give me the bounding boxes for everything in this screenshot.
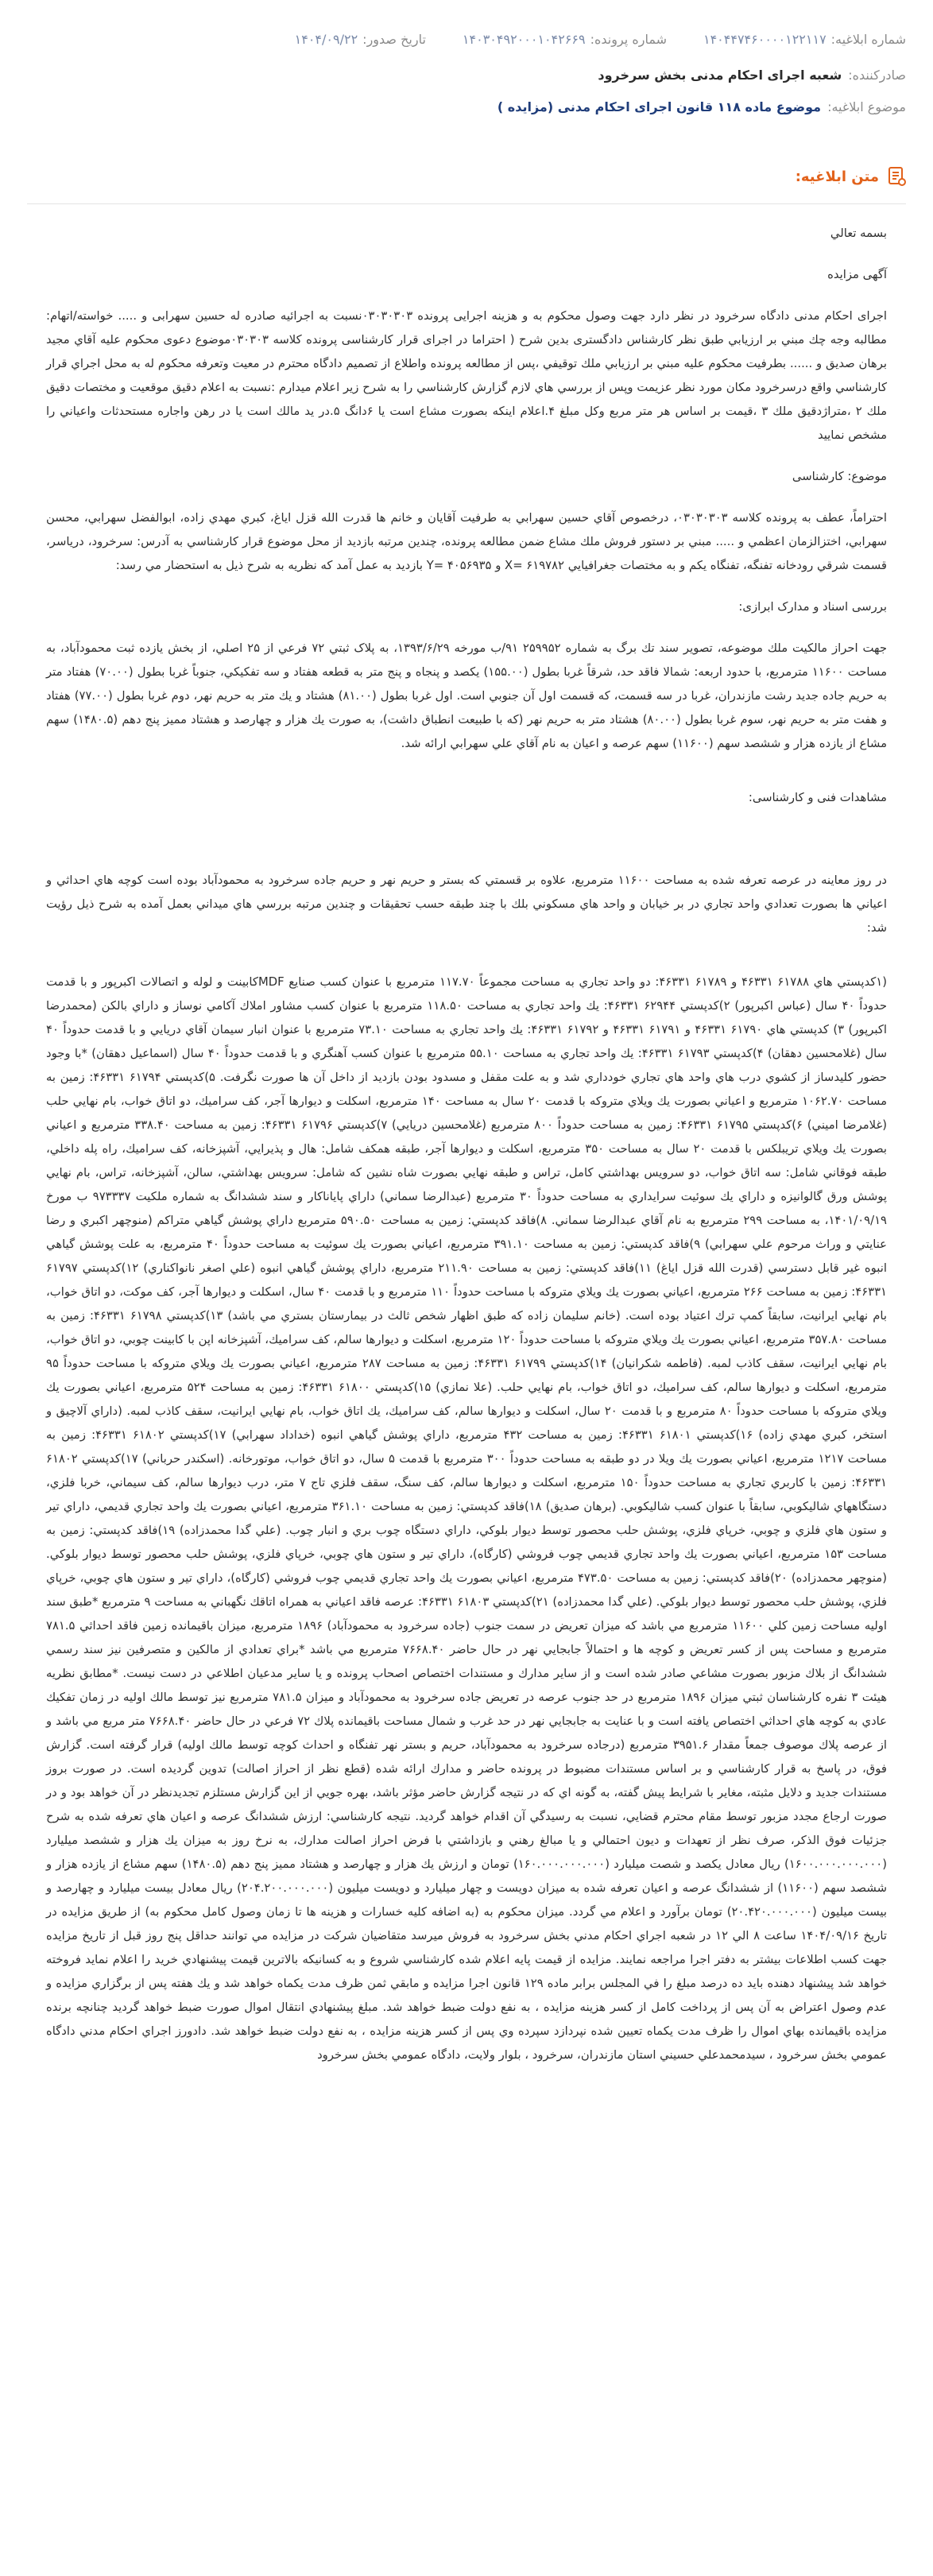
notice-heading: آگهی مزایده xyxy=(827,268,887,281)
notice-meta-row xyxy=(27,27,906,51)
paragraph-1: احتراماً، عطف به پرونده كلاسه ۰۳۰۳۰۳۰۳، درخصوص آقاي حسين سهرابي به طرفيت آقايان و خانم ها قدرت الله قزل اياغ، كبري مهدي زاده، ابوالفضل سهرابي، محسن سهرابي، اختزالزمان اعظمي و ..... مبني بر دستور فروش ملك مشاع ضمن مطالعه پرونده، چندين مرتبه بازديد از محل موضوع قرار كارشناسي به آدرس: سرخرود، درياسر، قسمت شرقي رودخانه تفنگه، تفنگاه يكم و به مختصات جغرافيايي ۶۱۹۷۸۲ =X و ۴۰۵۶۹۳۵ =Y بازديد به عمل آمد كه نظريه به شرح ذيل به استحضار مي رسد: xyxy=(46,511,887,572)
notice-text-header xyxy=(27,161,906,192)
notice-number-value: ۱۴۰۴۴۷۴۶۰۰۰۰۱۲۲۱۱۷ xyxy=(703,31,827,47)
issuer-label: صادرکننده: xyxy=(848,67,906,83)
notice-number-label: شماره ابلاغیه: xyxy=(830,31,906,47)
subject-value: موضوع ماده ۱۱۸ قانون اجرای احکام مدنی (مزایده ) xyxy=(497,99,822,114)
subject-line xyxy=(27,91,906,122)
subheading-observations: مشاهدات فنی و کارشناسی: xyxy=(748,791,887,804)
subject-label: موضوع ابلاغیه: xyxy=(827,99,906,114)
document-notice-icon xyxy=(887,166,906,187)
case-number-value: ۱۴۰۳۰۴۹۲۰۰۰۱۰۴۲۶۶۹ xyxy=(462,31,586,47)
issue-date xyxy=(295,32,426,47)
case-number xyxy=(463,32,667,47)
paragraph-4: (۱كدپستي هاي ۶۱۷۸۸ ۴۶۳۳۱ و ۶۱۷۸۹ ۴۶۳۳۱: دو واحد تجاري به مساحت مجموعاً ۱۱۷.۷۰ مترمربع با عنوان كسب صنايع MDFكابينت و لوله و اتصالات اكبرپور و با قدمت حدوداً ۴۰ سال (عباس اكبرپور) ۲)كدپستي ۶۲۹۴۴ ۴۶۳۳۱: يك واحد تجاري به مساحت ۱۱۸.۵۰ مترمربع با عنوان كسب مشاور املاك آكامي نوساز و داراي بالكن (محمدرضا اكبرپور) ۳) كدپستي هاي ۶۱۷۹۰ ۴۶۳۳۱ و ۶۱۷۹۱ ۴۶۳۳۱ و ۶۱۷۹۲ ۴۶۳۳۱: يك واحد تجاري به مساحت ۷۳.۱۰ مترمربع با عنوان انبار سيمان آقاي دريايي و با قدمت حدوداً ۴۰ سال (غلامحسين دهقان) ۴)كدپستي ۶۱۷۹۳ ۴۶۳۳۱: يك واحد تجاري به مساحت ۵۵.۱۰ مترمربع با عنوان كسب آهنگري و با قدمت حدوداً ۴۰ سال (اسماعيل دهقان) *با وجود حضور كليدساز از كشوي درب هاي واحد هاي تجاري خودداري شد و به علت مقفل و مسدود بودن بازديد از داخل آن ها صورت نگرفت. ۵)كدپستي ۶۱۷۹۴ ۴۶۳۳۱: زمين به مساحت ۱۰۶۲.۷۰ مترمربع و اعياني بصورت يك ويلاي متروكه با قدمت ۲۰ سال به مساحت ۱۴۰ مترمربع، اسكلت و ديوارها آجر، كف سراميك، دو اتاق خواب، بام نهايي حلب (غلامرضا اميني) ۶)كدپستي ۶۱۷۹۵ ۴۶۳۳۱: زمين به مساحت حدوداً ۸۰۰ مترمربع (غلامحسين دريايي) ۷)كدپستي ۶۱۷۹۶ ۴۶۳۳۱: زمين به مساحت ۳۳۸.۴۰ مترمربع و اعياني بصورت يك ويلاي تريبلكس با قدمت ۲۰ سال به مساحت ۳۵۰ مترمربع، اسكلت و ديوارها آجر، طبقه همكف شامل: هال و پذيرايي، آشپزخانه، كف سراميك، راه پله داخلي، طبقه فوقاني شامل: سه اتاق خواب، دو سرويس بهداشتي كامل، تراس و طبقه نهايي بصورت شاه نشين كه شامل: سرويس بهداشتي، سالن، آشپزخانه، تراس، بام نهايي پوشش ورق گالوانيزه و داراي يك سوئيت سرايداري به مساحت حدوداً ۳۰ مترمربع (عبدالرضا سماني) داراي پاياناكار و سند ششدانگ به شماره ملكيت ۹۷۳۳۳۷ ب مورخ ۱۴۰۱/۰۹/۱۹، به مساحت ۲۹۹ مترمربع به نام آقاي عبدالرضا سماني. ۸)فاقد كدپستي: زمين به مساحت ۵۹۰.۵۰ مترمربع داراي پوشش گياهي متراكم (منوچهر اكبري و رضا عنايتي و وراث مرحوم علي سهرابي) ۹)فاقد كدپستي: زمين به مساحت ۳۹۱.۱۰ مترمربع، اعياني بصورت يك سوئيت به مساحت حدوداً ۴۰ مترمربع، به علت پوشش گياهي انبوه غير قابل دسترسي (قدرت الله قزل اياغ) ۱۱)فاقد كدپستي: زمين به مساحت ۲۱۱.۹۰ مترمربع، داراي پوشش گياهي انبوه (علي اصغر نانواكناري) ۱۲)كدپستي ۶۱۷۹۷ ۴۶۳۳۱: زمين به مساحت ۲۶۶ مترمربع، اعياني بصورت يك ويلاي متروكه با مساحت حدوداً ۱۱۰ مترمربع و با قدمت ۴۰ سال، اسكلت و ديوارها آجر، كف موكت، دو اتاق خواب، بام نهايي ايرانيت، سابقاً كمپ ترك اعتياد بوده است. (خانم سليمان زاده كه طبق اظهار شخص ثالث در بيمارستان بستري مي باشد) ۱۳)كدپستي ۶۱۷۹۸ ۴۶۳۳۱: زمين به مساحت ۳۵۷.۸۰ مترمربع، اعياني بصورت يك ويلاي متروكه با مساحت حدوداً ۱۲۰ مترمربع، اسكلت و ديوارها سالم، كف سراميك، آشپزخانه اپن با كابينت چوبي، دو اتاق خواب، بام نهايي ايرانيت، سقف كاذب لمبه. (فاطمه شكرانيان) ۱۴)كدپستي ۶۱۷۹۹ ۴۶۳۳۱: زمين به مساحت ۲۸۷ مترمربع، اعياني بصورت يك ويلاي متروكه با مساحت حدوداً ۹۵ مترمربع، اسكلت و ديوارها سالم، كف سراميك، دو اتاق خواب، بام نهايي حلب. (علا نمازي) ۱۵)كدپستي ۶۱۸۰۰ ۴۶۳۳۱: زمين به مساحت ۵۲۴ مترمربع، اعياني بصورت يك ويلاي متروكه با مساحت حدوداً ۸۰ مترمربع و با قدمت ۲۰ سال، اسكلت و ديوارها سالم، كف سراميك، يك اتاق خواب، بام نهايي ايرانيت، سقف كاذب لمبه. (داراي آلاچيق و استخر، كبري مهدي زاده) ۱۶)كدپستي ۶۱۸۰۱ ۴۶۳۳۱: زمين به مساحت ۴۳۲ مترمربع، داراي پوشش گياهي انبوه (خداداد سهرابي) ۱۷)كدپستي ۶۱۸۰۲ ۴۶۳۳۱: زمين به مساحت ۱۲۱۷ مترمربع، اعياني بصورت يك ويلا در دو طبقه به مساحت حدوداً ۳۰۰ مترمربع با قدمت ۵ سال، دو اتاق خواب، موتورخانه. (اسكندر حرباني) ۱۷)كدپستي ۶۱۸۰۲ ۴۶۳۳۱: زمين با كاربري تجاري به مساحت حدوداً ۱۵۰ مترمربع، اسكلت و ديوارها سالم، كف سنگ، سقف فلزي تاج ۷ متر، درب ديوارها سالم، كف سيماني، خربا فلزي، دستگاههاي شاليكوبي، سابقاً با عنوان كسب شاليكوبي. (برهان صديق) ۱۸)فاقد كدپستي: زمين به مساحت ۳۶۱.۱۰ مترمربع، اعياني بصورت يك واحد تجاري قديمي، داراي تير و ستون هاي فلزي و چوبي، خرپاي فلزي، پوشش حلب محصور توسط ديوار بلوكي، داراي دستگاه چوب بري و انبار چوب. (علي گدا محمدزاده) ۱۹)فاقد كدپستي: زمين به مساحت ۱۵۳ مترمربع، اعياني بصورت يك واحد تجاري قديمي چوب فروشي (كارگاه)، داراي تير و ستون هاي چوبي، خرپاي فلزي، پوشش حلب محصور توسط ديوار بلوكي. (منوچهر محمدزاده) ۲۰)فاقد كدپستي: زمين به مساحت ۴۷۳.۵۰ مترمربع، اعياني بصورت يك واحد تجاري قديمي چوب فروشي (كارگاه)، داراي تير و ستون هاي چوبي، خرپاي فلزي، پوشش حلب محصور توسط ديوار بلوكي. (علي گدا محمدزاده) ۲۱)كدپستي ۶۱۸۰۳ ۴۶۳۳۱: عرصه فاقد اعياني به همراه اتاقك نگهباني به مساحت ۹ مترمربع *طبق سند اوليه مساحت زمين كلي ۱۱۶۰۰ مترمربع مي باشد كه ميزان تعريض در سمت جنوب (جاده سرخرود به محمودآباد) ۱۸۹۶ مترمربع، ميزان باقيمانده زمين فاقد احداثي ۷۸۱.۵ مترمربع و مساحت پس از كسر تعريض و كوچه ها و احتمالاً جابجايي نهر در حال حاضر ۷۶۶۸.۴۰ مترمربع مي باشد *براي تعدادي از مالكين و متصرفين نيز سند رسمي ششدانگ از بلاك مزبور بصورت مشاعي صادر شده است و از ساير مدارك و مستندات اختصاص اصحاب پرونده و يا ساير مدعيان اطلاعي در دست نيست. *مطابق نظريه هيئت ۳ نفره كارشناسان ثبتي ميزان ۱۸۹۶ مترمربع در حد جنوب عرصه در تعريض جاده سرخرود به محمودآباد و ميزان ۷۸۱.۵ مترمربع نيز توسط مالك اوليه در زمان تفكيك عادي به كوچه هاي احداثي اختصاص يافته است و با عنايت به جابجايي نهر در حد غرب و شمال مساحت باقيمانده پلاك ۷۲ فرعي در حال حاضر ۷۶۶۸.۴۰ متر مربع مي باشد و از عرصه پلاك موصوف جمعاً مقدار ۳۹۵۱.۶ مترمربع (درجاده سرخرود به محمودآباد، حريم و بستر نهر تفنگاه و احداث كوچه توسط مالك اوليه) قرار گرفته است. گزارش فوق، در پاسخ به قرار كارشناسي و بر اساس مستندات مضبوط در پرونده حاضر و مدارك ارائه شده (قطع نظر از احراز اصالت) تدوين گرديده است. در صورت بروز مستندات جديد و دلايل مثبته، مغاير با شرايط پيش گفته، به گونه اي كه در نتيجه گزارش حاضر مؤثر باشد، بهره جويي از اين گزارش مستلزم تجديدنظر در آن خواهد بود و در صورت ارجاع مجدد مزبور توسط مقام محترم قضايي، نسبت به رسيدگي آن اقدام خواهد گرديد. نتيجه كارشناسي: ارزش ششدانگ عرصه و اعيان هاي تعرفه شده به شرح جزئيات فوق الذكر، صرف نظر از تعهدات و ديون احتمالي و يا مبالغ رهني و بازداشتي با فرض احراز اصالت مدارك، به نرخ روز به ميزان يك هزار و ششصد ميليارد (۱۶۰۰.۰۰۰.۰۰۰.۰۰۰) ريال معادل يكصد و شصت ميليارد (۱۶۰.۰۰۰.۰۰۰.۰۰۰) تومان و ارزش يك هزار و چهارصد و هشتاد مميز پنج دهم (۱۴۸۰.۵) سهم مشاع از يازده هزار و ششصد سهم (۱۱۶۰۰) از ششدانگ عرصه و اعيان تعرفه شده به ميزان دويست و چهار ميليارد و دويست ميليون (۲۰۴.۲۰۰.۰۰۰.۰۰۰) ريال معادل بيست ميليارد و چهارصد و بيست ميليون (۲۰.۴۲۰.۰۰۰.۰۰۰) تومان برآورد و اعلام مي گردد. ميزان محكوم به (به اضافه كليه خسارات و هزينه ها تا زمان وصول كامل محكوم به) از طريق مزايده در تاريخ ۱۴۰۴/۰۹/۱۶ ساعت ۸ الي ۱۲ در شعبه اجراي احكام مدني بخش سرخرود به فروش ميرسد متقاضيان شركت در مزايده مي توانند حداقل پنج روز قبل از تاريخ مزايده جهت كسب اطلاعات بيشتر به دفتر اجرا مراجعه نمايند. مزايده از قيمت پايه اعلام شده كارشناسي شروع و به كسانيكه بالاترين قيمت پيشنهادي خريد را اعلام نمايد فروخته خواهد شد پيشنهاد دهنده بايد ده درصد مبلغ را في المجلس برابر ماده ۱۲۹ قانون اجرا مزايده و مابقي ثمن ظرف مدت يكماه خواهد شد و يك هفته پس از برگزاري مزايده و عدم وصول اعتراض به آن پس از پرداخت كامل از كسر هزينه مزايده ، به نفع دولت ضبط خواهد شد. مبلغ پيشنهادي انتقال اموال صورت ضبط خواهد گرديد چنانچه برنده مزايده باقيمانده بهاي اموال را ظرف مدت يكماه تعيين شده نپردازد سپرده وي پس از كسر هزينه مزايده ، به نفع دولت ضبط خواهد شد. دادورز اجراي احكام مدني دادگاه عمومي بخش سرخرود ، سيدمحمدعلي حسيني استان مازندران، سرخرود ، بلوار ولايت، دادگاه عمومي بخش سرخرود xyxy=(46,975,888,2062)
subheading-docs: بررسی اسناد و مدارک ابرازی: xyxy=(738,600,887,614)
notice-text-title: متن ابلاغیه: xyxy=(795,168,879,185)
issue-date-label: تاریخ صدور: xyxy=(362,31,426,47)
intro-paragraph: اجرای احکام مدنی دادگاه سرخرود در نظر دارد جهت وصول محکوم به و هزینه اجرایی پرونده ۰۳۰۳۰۳۰۳نسبت به اجرائیه صادره له حسین سهرابی و ..... خواسته/اتهام: مطالبه وجه چك مبني بر ارزيابي طبق نظر کارشناس دادگستری بدین شرح ( احتراما در اجرای قرار کارشناسی پرونده کلاسه ۰۳۰۳۰۳موضوع دعوی محکوم علیه آقاي مجيد برهان صديق و ...... بطرفيت محکوم عليه مبني بر ارزيابي ملك توقيفي ،پس از مطالعه پرونده واطلاع از تصمیم دادگاه محترم در معیت وتعرفه محکوم له به محل اجراي قرار کارشناسي واقع درسرخرود مکان مورد نظر عزيمت وپس از بررسي هاي لازم گزارش کارشناسي را به شرح زير اعلام ميدارم :نسبت به اعلام دقيق موقعيت و مختصات دقيق ملك ۲ ،متراژدقيق ملك ۳ ،قيمت بر اساس هر متر مربع وکل مبلغ ۴.اعلام اینکه بصورت مشاع است يا ۶دانگ ۵.در ید مالك است يا در رهن واجاره مستحدثات واعياني را مشخص نمایید xyxy=(46,309,887,442)
greeting: بسمه تعالي xyxy=(830,227,887,240)
paragraph-3: در روز معاينه در عرصه تعرفه شده به مساحت ۱۱۶۰۰ مترمربع، علاوه بر قسمتي كه بستر و حريم نهر و حريم جاده سرخرود به محمودآباد بوده است كوچه هاي احداثي و اعياني ها بصورت تعدادي واحد تجاري در بر خيابان و واحد هاي مسكوني بلك با چند طبقه حسب تحقيقات و چندين مرتبه بررسي هاي ميداني بعمل آمده به شرح ذيل رؤيت شد: xyxy=(46,874,887,935)
subject-line-text: موضوع: کارشناسی xyxy=(792,470,887,483)
paragraph-2: جهت احراز مالكيت ملك موضوعه، تصوير سند تك برگ به شماره ۲۵۹۹۵۲ ۹۱/ب مورخه ۱۳۹۳/۶/۲۹، به پلاک ثبتي ۷۲ فرعي از ۲۵ اصلي، از بخش يازده ثبت محمودآباد، به مساحت ۱۱۶۰۰ مترمربع، با حدود اربعه: شمالا فاقد حد، شرقاً غربا بطول (۱۵۵.۰۰) يكصد و پنجاه و پنج متر به قطعه هفتاد و سه تفكيكي، جنوباً غربا بطول (۷۰.۰۰) هفتاد متر به حريم جاده جديد رشت مازندران، غربا در سه قسمت، كه قسمت اول آن جنوبي است. اول غربا بطول (۸۱.۰۰) هشتاد و يك متر به حريم نهر، دوم غربا بطول (۷۷.۰۰) هفتاد و هفت متر به حريم نهر، سوم غربا بطول (۸۰.۰۰) هشتاد متر به حريم نهر (كه با طبيعت انطباق داشت)، به صورت يك هزار و چهارصد و هشتاد مميز پنج دهم (۱۴۸۰.۵) سهم مشاع از يازده هزار و ششصد سهم (۱۱۶۰۰) سهم عرصه و اعيان به نام آقاي علي سهرابي ارائه شد. xyxy=(46,641,888,750)
issuer-value: شعبه اجرای احکام مدنی بخش سرخرود xyxy=(598,67,842,83)
case-number-label: شماره پرونده: xyxy=(590,31,667,47)
issue-date-value: ۱۴۰۴/۰۹/۲۲ xyxy=(294,31,358,47)
issuer-line xyxy=(27,59,906,91)
notice-number xyxy=(703,32,906,47)
notice-body xyxy=(27,204,906,2067)
